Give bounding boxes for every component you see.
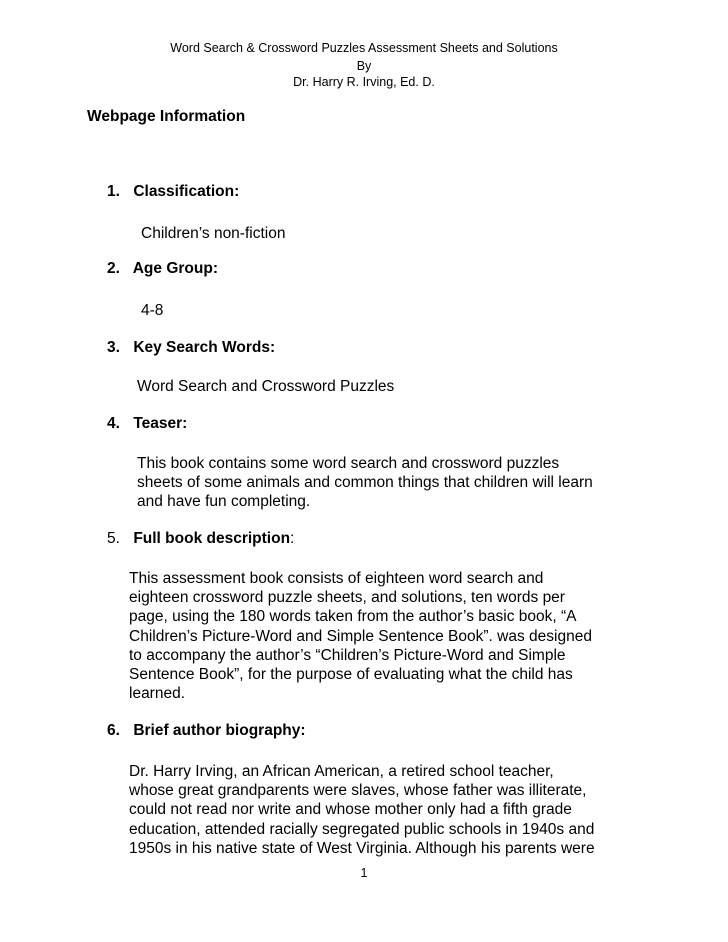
item-label: Brief author biography: bbox=[133, 722, 306, 739]
item-text: Word Search and Crossword Puzzles bbox=[137, 378, 395, 395]
item-heading-key-search-words bbox=[107, 339, 275, 357]
header-author: Dr. Harry R. Irving, Ed. D. bbox=[293, 75, 435, 89]
text-line: page, using the 180 words taken from the author’s basic book, “A bbox=[129, 608, 577, 626]
item-heading-age-group bbox=[107, 260, 218, 278]
header-title: Word Search & Crossword Puzzles Assessment Sheets and Solutions bbox=[170, 41, 558, 55]
item-body-teaser bbox=[137, 454, 593, 512]
text-line: 1950s in his native state of West Virginia. Although his parents were bbox=[129, 839, 595, 857]
header-by: By bbox=[356, 59, 372, 73]
item-label: Classification: bbox=[133, 183, 240, 200]
item-heading-classification bbox=[107, 183, 239, 201]
item-text: Children’s non-fiction bbox=[141, 225, 286, 242]
section-title: Webpage Information bbox=[87, 108, 246, 125]
item-heading-author-biography bbox=[107, 722, 306, 740]
text-line: to accompany the author’s “Children’s Picture-Word and Simple bbox=[129, 646, 566, 664]
text-line: sheets of some animals and common things that children will learn bbox=[137, 474, 593, 492]
page-number: 1 bbox=[360, 866, 368, 880]
item-number: 6. bbox=[107, 722, 120, 739]
item-text: 4-8 bbox=[141, 302, 164, 319]
item-label-suffix: : bbox=[290, 530, 295, 547]
item-number: 1. bbox=[107, 183, 120, 200]
item-heading-full-book-description bbox=[107, 530, 294, 548]
item-body-classification bbox=[141, 224, 285, 243]
text-line: whose great grandparents were slaves, whose father was illiterate, bbox=[129, 782, 587, 800]
text-line: Children’s Picture-Word and Simple Sentence Book”. was designed bbox=[129, 627, 592, 645]
item-body-key-search-words bbox=[137, 377, 394, 396]
text-line: Sentence Book”, for the purpose of evaluating what the child has bbox=[129, 666, 573, 684]
item-label: Teaser: bbox=[133, 415, 188, 432]
item-label: Age Group: bbox=[132, 260, 218, 277]
text-line: education, attended racially segregated public schools in 1940s and bbox=[129, 820, 595, 838]
item-label: Key Search Words: bbox=[133, 339, 276, 356]
item-body-author-biography bbox=[129, 762, 595, 858]
item-number: 5. bbox=[107, 530, 120, 547]
text-line: and have fun completing. bbox=[137, 493, 311, 511]
text-line: could not read nor write and whose mother only had a fifth grade bbox=[129, 801, 572, 819]
item-number: 2. bbox=[107, 260, 120, 277]
text-line: Dr. Harry Irving, an African American, a retired school teacher, bbox=[129, 763, 554, 780]
item-number: 4. bbox=[107, 415, 120, 432]
text-line: This assessment book consists of eighteen word search and bbox=[129, 570, 544, 587]
item-body-full-book-description bbox=[129, 569, 592, 703]
text-line: learned. bbox=[129, 685, 186, 703]
item-heading-teaser bbox=[107, 415, 187, 433]
text-line: eighteen crossword puzzle sheets, and solutions, ten words per bbox=[129, 589, 565, 607]
item-label: Full book description bbox=[133, 530, 291, 547]
text-line: This book contains some word search and crossword puzzles bbox=[137, 455, 560, 472]
item-number: 3. bbox=[107, 339, 120, 356]
item-body-age-group bbox=[141, 301, 163, 320]
